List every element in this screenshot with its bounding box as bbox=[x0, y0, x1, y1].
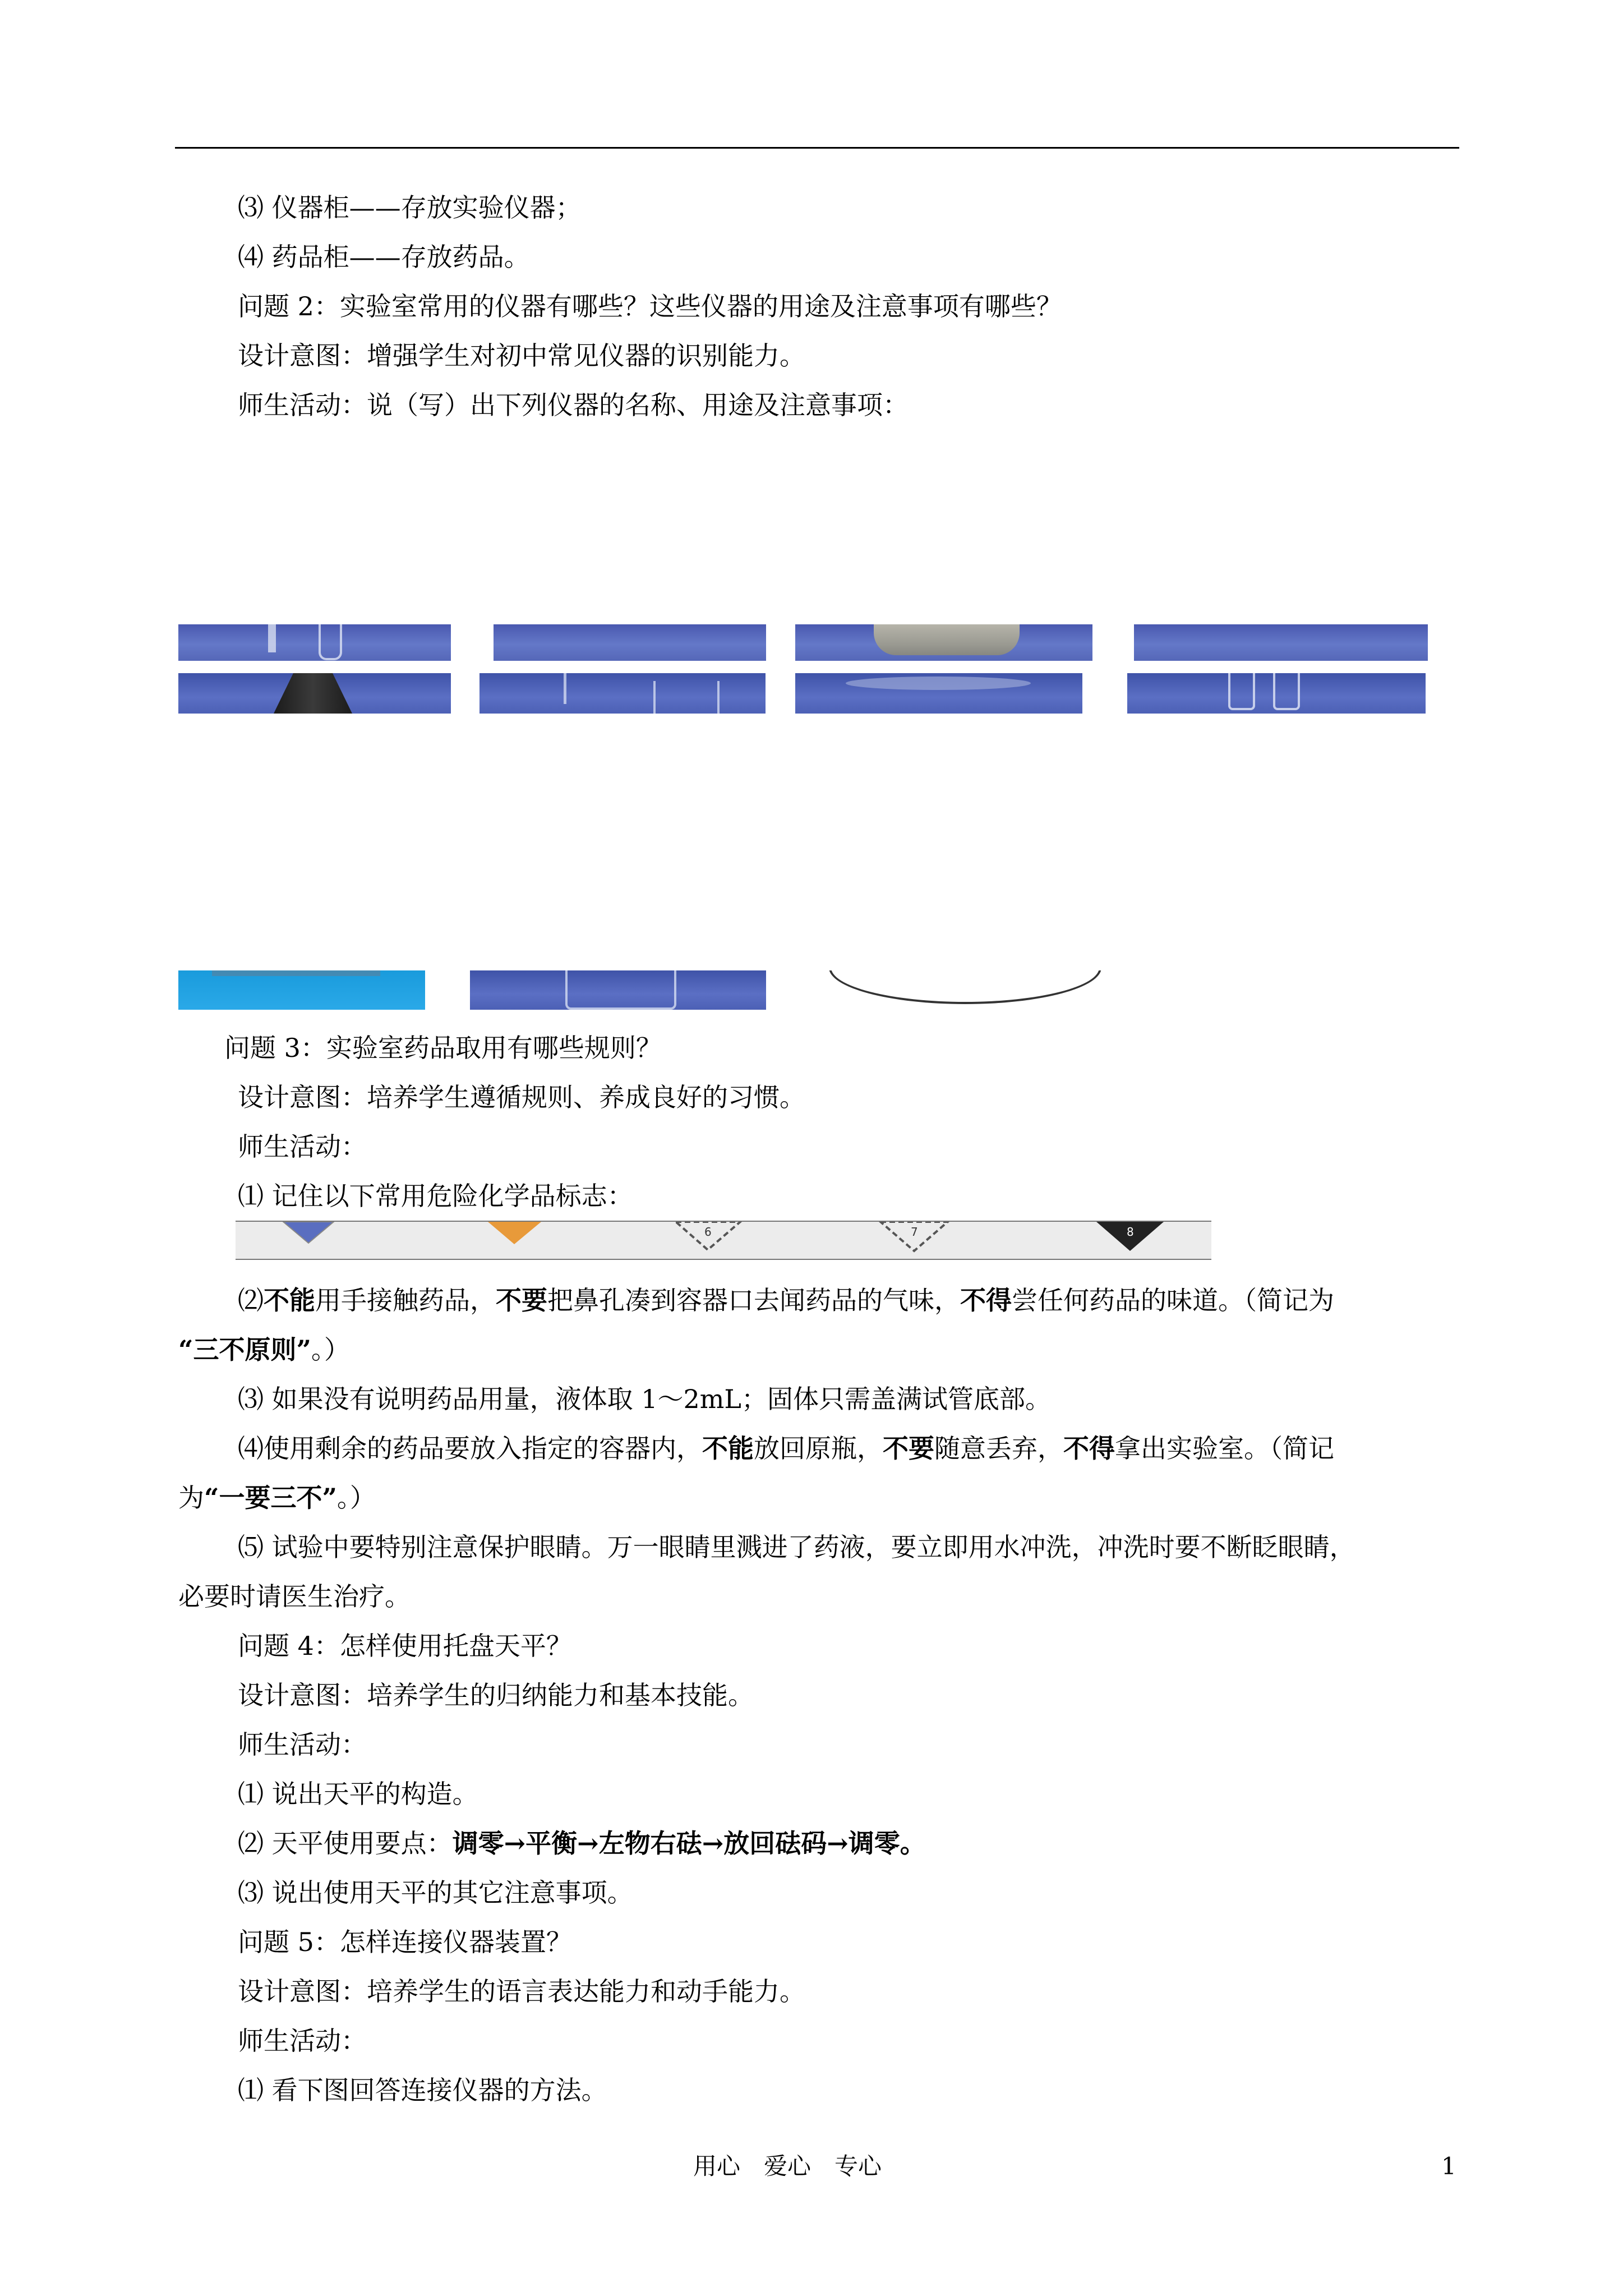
bold-text: 调零→平衡→左物右砝→放回砝码→调零。 bbox=[452, 1828, 926, 1858]
text-span: ⑷使用剩余的药品要放入指定的容器内， bbox=[238, 1433, 702, 1464]
text-line: 师生活动：说（写）出下列仪器的名称、用途及注意事项： bbox=[238, 390, 909, 420]
text-line: ⑴ 看下图回答连接仪器的方法。 bbox=[238, 2075, 607, 2105]
text-span: 为 bbox=[178, 1483, 204, 1513]
text-line bbox=[238, 1283, 1334, 1317]
text-line: 必要时请医生治疗。 bbox=[178, 1581, 411, 1612]
text-span: 。） bbox=[311, 1335, 350, 1365]
bold-text: “三不原则” bbox=[178, 1335, 311, 1365]
text-line: 问题 4：怎样使用托盘天平？ bbox=[238, 1631, 572, 1661]
instrument-photo bbox=[178, 673, 451, 714]
text-line: ⑶ 如果没有说明药品用量，液体取 1～2mL；固体只需盖满试管底部。 bbox=[238, 1384, 1051, 1414]
text-line: 师生活动： bbox=[238, 1729, 367, 1760]
instrument-photo bbox=[494, 624, 766, 661]
bold-text: 不得 bbox=[1063, 1433, 1115, 1464]
text-span: ⑵ 天平使用要点： bbox=[238, 1828, 453, 1858]
text-line: ⑴ 记住以下常用危险化学品标志： bbox=[238, 1181, 633, 1211]
text-line: 设计意图：培养学生遵循规则、养成良好的习惯。 bbox=[238, 1082, 805, 1112]
hazard-number: 8 bbox=[1127, 1225, 1134, 1239]
instrument-photo bbox=[178, 624, 451, 661]
text-line: ⑶ 说出使用天平的其它注意事项。 bbox=[238, 1878, 633, 1908]
bold-text: 不要 bbox=[883, 1433, 934, 1464]
text-line: ⑶ 仪器柜——存放实验仪器； bbox=[238, 192, 582, 223]
text-span: 把鼻孔凑到容器口去闻药品的气味， bbox=[547, 1285, 960, 1315]
header-rule bbox=[175, 147, 1459, 149]
text-span: 。） bbox=[336, 1483, 376, 1513]
page-number: 1 bbox=[1441, 2152, 1456, 2180]
bold-text: 不能 bbox=[702, 1433, 754, 1464]
text-span: 尝任何药品的味道。（简记为 bbox=[1012, 1285, 1334, 1315]
text-span: 随意丢弃， bbox=[934, 1433, 1063, 1464]
text-line: 师生活动： bbox=[238, 1131, 367, 1162]
bold-text: “一要三不” bbox=[204, 1483, 337, 1513]
bold-text: 不得 bbox=[960, 1285, 1012, 1315]
text-span: 用手接触药品， bbox=[315, 1285, 496, 1315]
text-span: ⑵ bbox=[238, 1285, 264, 1315]
instrument-photo bbox=[1127, 673, 1426, 714]
hazard-symbol-blue bbox=[283, 1222, 334, 1243]
hazard-number: 7 bbox=[911, 1225, 918, 1239]
hazard-symbols-strip bbox=[236, 1221, 1211, 1260]
text-span: 拿出实验室。（简记 bbox=[1115, 1433, 1334, 1464]
text-line: 问题 3：实验室药品取用有哪些规则？ bbox=[224, 1033, 662, 1063]
hazard-symbol-orange bbox=[488, 1222, 541, 1244]
text-line: ⑴ 说出天平的构造。 bbox=[238, 1779, 478, 1809]
bold-text: 不要 bbox=[496, 1285, 547, 1315]
text-span: 放回原瓶， bbox=[754, 1433, 883, 1464]
text-line bbox=[178, 1481, 376, 1515]
hazard-number: 6 bbox=[704, 1225, 712, 1239]
instrument-photo bbox=[795, 673, 1082, 714]
text-line: 设计意图：培养学生的归纳能力和基本技能。 bbox=[238, 1680, 754, 1710]
text-line bbox=[178, 1333, 350, 1366]
instrument-photo bbox=[178, 970, 425, 1010]
text-line: ⑸ 试验中要特别注意保护眼睛。万一眼睛里溅进了药液，要立即用水冲洗，冲洗时要不断眨眼睛， bbox=[238, 1532, 1355, 1562]
instrument-photo bbox=[1134, 624, 1428, 661]
instrument-photo bbox=[479, 673, 766, 714]
evaporating-dish-image bbox=[824, 970, 1110, 1010]
text-line: 问题 5：怎样连接仪器装置？ bbox=[238, 1927, 572, 1957]
text-line: ⑷ 药品柜——存放药品。 bbox=[238, 242, 530, 272]
text-line: 设计意图：增强学生对初中常见仪器的识别能力。 bbox=[238, 341, 805, 371]
instrument-photo bbox=[470, 970, 766, 1010]
bold-text: 不能 bbox=[264, 1285, 315, 1315]
text-line: 设计意图：培养学生的语言表达能力和动手能力。 bbox=[238, 1976, 805, 2007]
footer-motto: 用心 爱心 专心 bbox=[693, 2152, 882, 2180]
instrument-photo bbox=[795, 624, 1092, 661]
text-line: 问题 2：实验室常用的仪器有哪些？这些仪器的用途及注意事项有哪些？ bbox=[238, 291, 1062, 321]
text-line bbox=[238, 1432, 1334, 1465]
text-line bbox=[238, 1826, 926, 1860]
text-line: 师生活动： bbox=[238, 2026, 367, 2056]
